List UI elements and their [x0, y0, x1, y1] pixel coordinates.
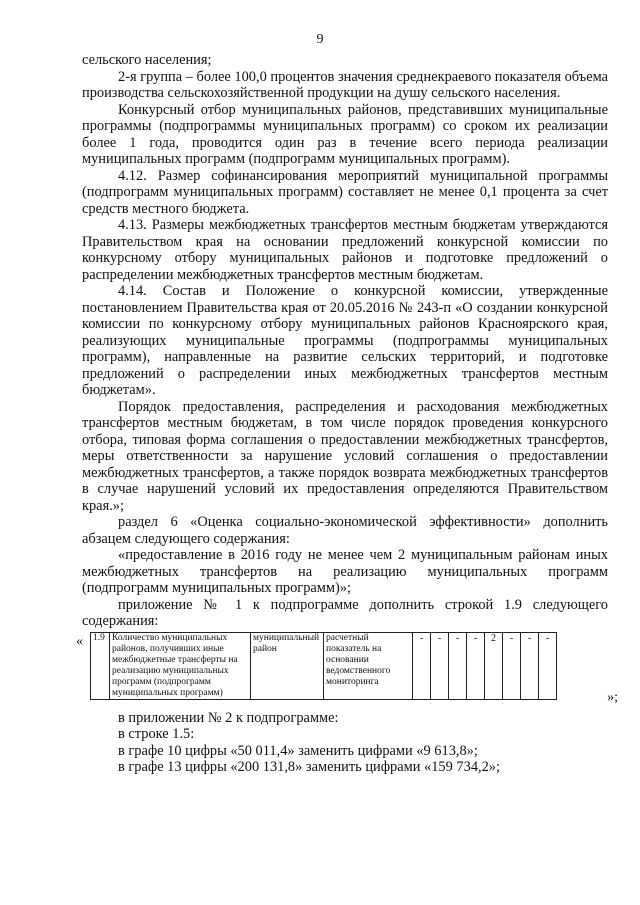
paragraph: в приложении № 2 к подпрограмме: — [118, 709, 339, 726]
paragraph: в строке 1.5: — [118, 726, 195, 742]
value-cell: - — [413, 632, 431, 699]
quote-close: »; — [607, 689, 618, 705]
paragraph: раздел 6 «Оценка социально-экономической эффективности» дополнить абзацем следующего содержания: — [82, 514, 608, 547]
paragraph: Конкурсный отбор муниципальных районов, представивших муниципальные программы (подпрограммы муниципальных программ) со сроком их реализации более 1 года, проводится один раз в течение всего периода реализации муниципальных программ (подпрограмм муниципальных программ). — [82, 101, 608, 167]
paragraphs-before — [82, 52, 608, 630]
paragraph: приложение № 1 к подпрограмме дополнить строкой 1.9 следующего содержания: — [82, 596, 608, 629]
value-cell: - — [521, 632, 539, 699]
paragraph: 4.14. Состав и Положение о конкурсной комиссии, утвержденные постановлением Правительства края от 20.05.2016 № 243-п «О создании конкурсной комиссии по конкурсному отбору муниципальных районов Красноярского края, реализующих муниципальные программы (подпрограммы муниципальных программ), направленные на развитие сельских территорий, и подготовке предложений о распределении иных межбюджетных трансфертов местным бюджетам». — [82, 283, 608, 398]
quote-open: « — [76, 633, 83, 649]
value-cell: - — [467, 632, 485, 699]
paragraph: сельского населения; — [82, 52, 212, 68]
paragraph: в графе 13 цифры «200 131,8» заменить цифрами «159 734,2»; — [118, 759, 500, 775]
value-cell: 2 — [485, 632, 503, 699]
amendment-table-block — [76, 632, 618, 708]
unit-cell: муниципальный район — [251, 632, 324, 699]
paragraph: в графе 10 цифры «50 011,4» заменить цифрами «9 613,8»; — [118, 742, 478, 759]
indicator-name-cell: Количество муниципальных районов, получивших иные межбюджетные трансферты на реализацию муниципальных программ (подпрограмм муниципальных программ) — [110, 632, 251, 699]
paragraph: 4.12. Размер софинансирования мероприятий муниципальной программы (подпрограмм муниципальных программ) составляет не менее 0,1 процента за счет средств местного бюджета. — [82, 167, 608, 217]
paragraph: 4.13. Размеры межбюджетных трансфертов местным бюджетам утверждаются Правительством края на основании предложений конкурсной комиссии по конкурсному отбору муниципальных районов и подготовке предложений о распределении межбюджетных трансфертов местным бюджетам. — [82, 217, 608, 283]
amendment-table — [90, 632, 557, 700]
value-cell: - — [539, 632, 557, 699]
value-cell: - — [449, 632, 467, 699]
paragraph: 2-я группа – более 100,0 процентов значения среднекраевого показателя объема производства сельскохозяйственной продукции на душу сельского населения. — [82, 68, 608, 101]
value-cell: - — [503, 632, 521, 699]
paragraphs-after — [82, 710, 608, 776]
paragraph: Порядок предоставления, распределения и расходования межбюджетных трансфертов местным бюджетам, в том числе порядок проведения конкурсного отбора, типовая форма соглашения о предоставлении межбюджетных трансфертов, меры ответственности за нарушение условий соглашения о предоставлении межбюджетных трансфертов, а также порядок возврата межбюджетных трансфертов в случае нарушений условий их предоставления определяются Правительством края.»; — [82, 398, 608, 514]
paragraph: «предоставление в 2016 году не менее чем 2 муниципальным районам иных межбюджетных трансфертов на реализацию муниципальных программ (подпрограмм муниципальных программ)»; — [82, 547, 608, 596]
table-row — [91, 632, 557, 699]
document-body — [76, 52, 618, 776]
source-cell: расчетный показатель на основании ведомственного мониторинга — [324, 632, 413, 699]
row-number-cell: 1.9 — [91, 632, 110, 699]
value-cell: - — [431, 632, 449, 699]
page-number: 9 — [316, 32, 324, 47]
